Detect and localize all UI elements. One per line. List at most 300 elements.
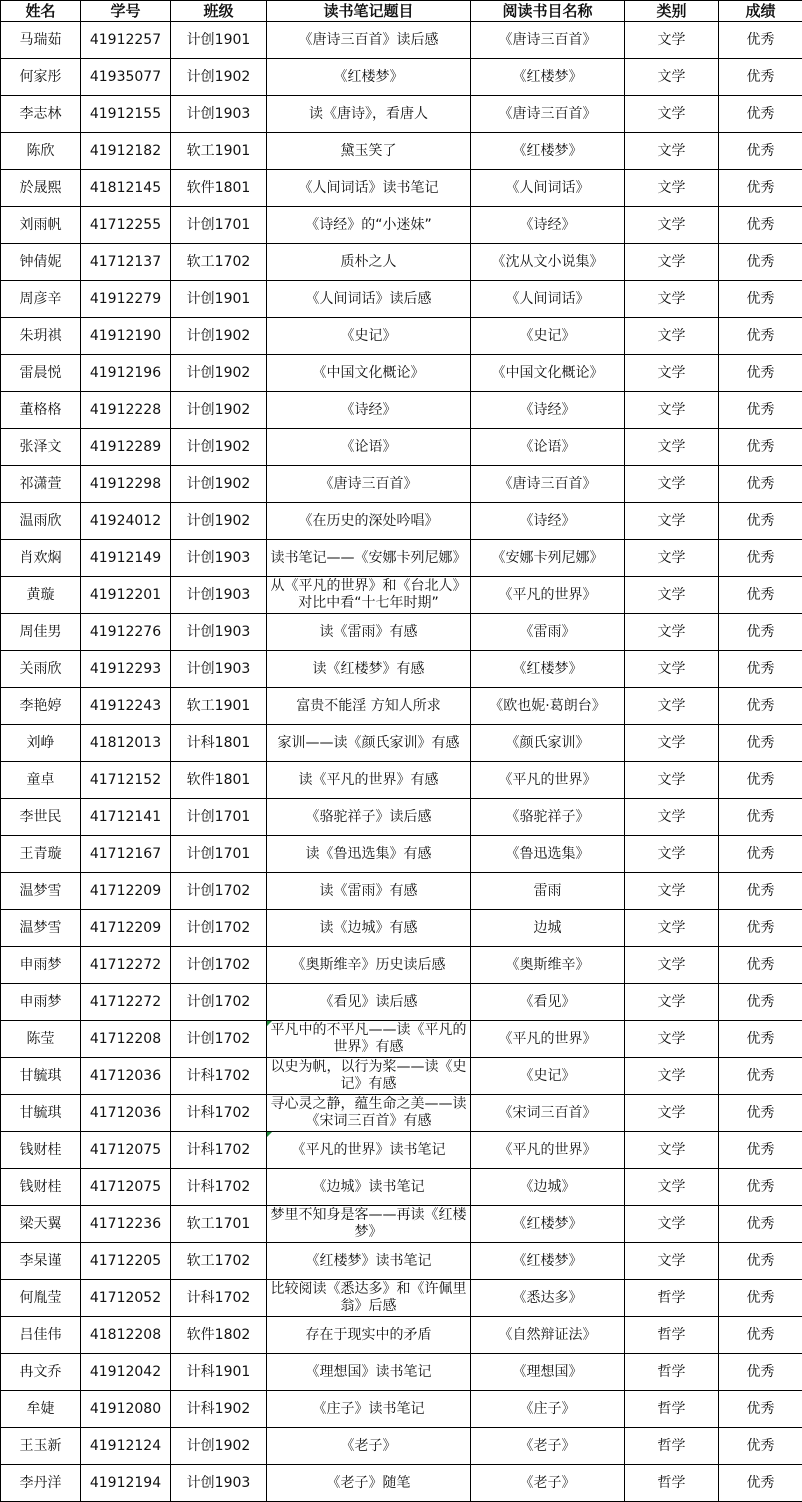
- cell-category: 文学: [625, 1095, 719, 1132]
- table-row: [1, 1095, 802, 1132]
- cell-student-id: 41812013: [81, 725, 171, 762]
- cell-name: 李丹洋: [1, 1465, 81, 1502]
- cell-book-title: 《平凡的世界》: [471, 762, 625, 799]
- table-row: [1, 910, 802, 947]
- cell-note-title: 读《雷雨》有感: [267, 873, 471, 910]
- cell-student-id: 41935077: [81, 59, 171, 96]
- cell-class: 软工1701: [171, 1206, 267, 1243]
- cell-grade: 优秀: [719, 651, 802, 688]
- cell-class: 软工1901: [171, 133, 267, 170]
- cell-category: 文学: [625, 207, 719, 244]
- cell-student-id: 41712075: [81, 1169, 171, 1206]
- cell-class: 计科1901: [171, 1354, 267, 1391]
- cell-category: 哲学: [625, 1317, 719, 1354]
- cell-name: 何家彤: [1, 59, 81, 96]
- cell-category: 文学: [625, 614, 719, 651]
- cell-book-title: 《人间词话》: [471, 281, 625, 318]
- table-row: [1, 355, 802, 392]
- cell-book-title: 《中国文化概论》: [471, 355, 625, 392]
- cell-student-id: 41912228: [81, 392, 171, 429]
- cell-class: 软工1702: [171, 244, 267, 281]
- table-row: [1, 318, 802, 355]
- cell-book-title: 《看见》: [471, 984, 625, 1021]
- cell-grade: 优秀: [719, 836, 802, 873]
- cell-note-title: 《人间词话》读后感: [267, 281, 471, 318]
- cell-note-title: 《史记》: [267, 318, 471, 355]
- cell-grade: 优秀: [719, 429, 802, 466]
- cell-note-title: 富贵不能淫 方知人所求: [267, 688, 471, 725]
- table-row: [1, 1169, 802, 1206]
- cell-name: 朱玥祺: [1, 318, 81, 355]
- cell-student-id: 41712036: [81, 1095, 171, 1132]
- cell-book-title: 《边城》: [471, 1169, 625, 1206]
- cell-name: 梁天翼: [1, 1206, 81, 1243]
- cell-category: 文学: [625, 688, 719, 725]
- cell-note-title: 《红楼梦》: [267, 59, 471, 96]
- cell-grade: 优秀: [719, 1243, 802, 1280]
- cell-name: 肖欢焖: [1, 540, 81, 577]
- cell-category: 哲学: [625, 1354, 719, 1391]
- cell-note-title: 读《边城》有感: [267, 910, 471, 947]
- cell-category: 文学: [625, 984, 719, 1021]
- cell-name: 李艳婷: [1, 688, 81, 725]
- cell-student-id: 41912293: [81, 651, 171, 688]
- cell-book-title: 《诗经》: [471, 207, 625, 244]
- table-row: [1, 836, 802, 873]
- table-row: [1, 614, 802, 651]
- table-row: [1, 947, 802, 984]
- cell-note-title: 读书笔记——《安娜卡列尼娜》: [267, 540, 471, 577]
- cell-note-title: 《平凡的世界》读书笔记: [267, 1132, 471, 1169]
- table-row: [1, 1021, 802, 1058]
- cell-student-id: 41712208: [81, 1021, 171, 1058]
- table-row: [1, 503, 802, 540]
- cell-student-id: 41712209: [81, 873, 171, 910]
- table-row: [1, 59, 802, 96]
- table-row: [1, 96, 802, 133]
- cell-grade: 优秀: [719, 1169, 802, 1206]
- cell-student-id: 41712255: [81, 207, 171, 244]
- cell-grade: 优秀: [719, 910, 802, 947]
- cell-grade: 优秀: [719, 1206, 802, 1243]
- cell-name: 温梦雪: [1, 873, 81, 910]
- cell-name: 雷晨悦: [1, 355, 81, 392]
- cell-grade: 优秀: [719, 1317, 802, 1354]
- cell-category: 文学: [625, 133, 719, 170]
- cell-note-title: 寻心灵之静，蕴生命之美——读《宋词三百首》有感: [267, 1095, 471, 1132]
- table-row: [1, 1465, 802, 1502]
- cell-class: 计创1903: [171, 1465, 267, 1502]
- cell-student-id: 41712137: [81, 244, 171, 281]
- cell-name: 温雨欣: [1, 503, 81, 540]
- cell-note-title: 《诗经》的“小迷妹”: [267, 207, 471, 244]
- table-row: [1, 244, 802, 281]
- cell-name: 黄璇: [1, 577, 81, 614]
- cell-note-title: 读《唐诗》，看唐人: [267, 96, 471, 133]
- cell-category: 文学: [625, 540, 719, 577]
- cell-grade: 优秀: [719, 725, 802, 762]
- cell-note-title: 质朴之人: [267, 244, 471, 281]
- cell-name: 甘毓琪: [1, 1058, 81, 1095]
- cell-book-title: 《鲁迅选集》: [471, 836, 625, 873]
- cell-class: 计创1702: [171, 910, 267, 947]
- cell-book-title: 《宋词三百首》: [471, 1095, 625, 1132]
- cell-book-title: 《唐诗三百首》: [471, 96, 625, 133]
- cell-note-title: 《看见》读后感: [267, 984, 471, 1021]
- cell-category: 文学: [625, 244, 719, 281]
- cell-name: 陈欣: [1, 133, 81, 170]
- cell-category: 文学: [625, 651, 719, 688]
- cell-class: 计创1702: [171, 873, 267, 910]
- table-body: [1, 22, 802, 1502]
- cell-category: 文学: [625, 281, 719, 318]
- cell-grade: 优秀: [719, 318, 802, 355]
- cell-note-title: 《在历史的深处吟唱》: [267, 503, 471, 540]
- cell-note-title: 《诗经》: [267, 392, 471, 429]
- cell-book-title: 《人间词话》: [471, 170, 625, 207]
- cell-student-id: 41912279: [81, 281, 171, 318]
- header-grade: 成绩: [719, 1, 802, 22]
- cell-category: 文学: [625, 762, 719, 799]
- cell-category: 哲学: [625, 1391, 719, 1428]
- cell-book-title: 《奥斯维辛》: [471, 947, 625, 984]
- table-row: [1, 281, 802, 318]
- cell-student-id: 41912257: [81, 22, 171, 59]
- header-student-id: 学号: [81, 1, 171, 22]
- cell-note-title: 黛玉笑了: [267, 133, 471, 170]
- cell-book-title: 《红楼梦》: [471, 133, 625, 170]
- cell-grade: 优秀: [719, 799, 802, 836]
- cell-note-title: 《骆驼祥子》读后感: [267, 799, 471, 836]
- cell-book-title: 雷雨: [471, 873, 625, 910]
- cell-class: 计创1701: [171, 799, 267, 836]
- cell-book-title: 《史记》: [471, 1058, 625, 1095]
- cell-note-title: 读《平凡的世界》有感: [267, 762, 471, 799]
- cell-note-title: 读《红楼梦》有感: [267, 651, 471, 688]
- cell-book-title: 《安娜卡列尼娜》: [471, 540, 625, 577]
- cell-student-id: 41912289: [81, 429, 171, 466]
- cell-note-title: 存在于现实中的矛盾: [267, 1317, 471, 1354]
- cell-note-title: 《庄子》读书笔记: [267, 1391, 471, 1428]
- cell-grade: 优秀: [719, 133, 802, 170]
- cell-category: 文学: [625, 1169, 719, 1206]
- table-row: [1, 1317, 802, 1354]
- cell-class: 计科1702: [171, 1169, 267, 1206]
- cell-name: 何胤莹: [1, 1280, 81, 1317]
- cell-name: 甘毓琪: [1, 1095, 81, 1132]
- cell-grade: 优秀: [719, 1058, 802, 1095]
- cell-class: 软工1702: [171, 1243, 267, 1280]
- cell-class: 计创1702: [171, 947, 267, 984]
- cell-category: 文学: [625, 873, 719, 910]
- cell-book-title: 《悉达多》: [471, 1280, 625, 1317]
- cell-category: 文学: [625, 318, 719, 355]
- cell-class: 软件1802: [171, 1317, 267, 1354]
- cell-student-id: 41712036: [81, 1058, 171, 1095]
- cell-class: 计创1903: [171, 577, 267, 614]
- cell-student-id: 41912155: [81, 96, 171, 133]
- cell-student-id: 41912042: [81, 1354, 171, 1391]
- cell-name: 於晟熙: [1, 170, 81, 207]
- cell-note-title: 家训——读《颜氏家训》有感: [267, 725, 471, 762]
- cell-class: 计创1902: [171, 429, 267, 466]
- cell-category: 文学: [625, 392, 719, 429]
- cell-book-title: 《红楼梦》: [471, 651, 625, 688]
- cell-name: 温梦雪: [1, 910, 81, 947]
- cell-class: 计科1902: [171, 1391, 267, 1428]
- cell-category: 文学: [625, 725, 719, 762]
- cell-student-id: 41912080: [81, 1391, 171, 1428]
- cell-name: 周彦辛: [1, 281, 81, 318]
- cell-student-id: 41912182: [81, 133, 171, 170]
- cell-grade: 优秀: [719, 1132, 802, 1169]
- table-row: [1, 207, 802, 244]
- cell-grade: 优秀: [719, 22, 802, 59]
- cell-class: 计创1702: [171, 1021, 267, 1058]
- cell-note-title: 读《鲁迅选集》有感: [267, 836, 471, 873]
- cell-name: 马瑞茹: [1, 22, 81, 59]
- cell-student-id: 41812208: [81, 1317, 171, 1354]
- cell-grade: 优秀: [719, 1465, 802, 1502]
- cell-book-title: 《史记》: [471, 318, 625, 355]
- table-row: [1, 725, 802, 762]
- cell-category: 文学: [625, 1021, 719, 1058]
- cell-student-id: 41712167: [81, 836, 171, 873]
- cell-name: 童卓: [1, 762, 81, 799]
- cell-class: 计创1902: [171, 1428, 267, 1465]
- cell-name: 钱财桂: [1, 1132, 81, 1169]
- cell-book-title: 《唐诗三百首》: [471, 22, 625, 59]
- cell-class: 计科1702: [171, 1058, 267, 1095]
- cell-name: 陈莹: [1, 1021, 81, 1058]
- cell-grade: 优秀: [719, 1354, 802, 1391]
- cell-category: 文学: [625, 947, 719, 984]
- cell-name: 申雨梦: [1, 947, 81, 984]
- cell-book-title: 《平凡的世界》: [471, 1132, 625, 1169]
- cell-grade: 优秀: [719, 503, 802, 540]
- table-row: [1, 1206, 802, 1243]
- cell-class: 计科1702: [171, 1280, 267, 1317]
- cell-grade: 优秀: [719, 540, 802, 577]
- cell-grade: 优秀: [719, 1095, 802, 1132]
- cell-student-id: 41912190: [81, 318, 171, 355]
- cell-student-id: 41712205: [81, 1243, 171, 1280]
- cell-class: 计创1902: [171, 355, 267, 392]
- cell-category: 文学: [625, 836, 719, 873]
- cell-note-title: 比较阅读《悉达多》和《许佩里翁》后感: [267, 1280, 471, 1317]
- cell-grade: 优秀: [719, 96, 802, 133]
- cell-book-title: 《骆驼祥子》: [471, 799, 625, 836]
- cell-name: 吕佳伟: [1, 1317, 81, 1354]
- cell-note-title: 《奥斯维辛》历史读后感: [267, 947, 471, 984]
- cell-category: 文学: [625, 1206, 719, 1243]
- cell-grade: 优秀: [719, 355, 802, 392]
- cell-grade: 优秀: [719, 577, 802, 614]
- cell-name: 钟倩妮: [1, 244, 81, 281]
- cell-note-title: 《唐诗三百首》: [267, 466, 471, 503]
- cell-name: 关雨欣: [1, 651, 81, 688]
- table-row: [1, 1243, 802, 1280]
- cell-student-id: 41712272: [81, 984, 171, 1021]
- cell-grade: 优秀: [719, 614, 802, 651]
- cell-book-title: 边城: [471, 910, 625, 947]
- cell-class: 计创1903: [171, 96, 267, 133]
- table-row: [1, 1354, 802, 1391]
- cell-category: 文学: [625, 1132, 719, 1169]
- cell-class: 计创1902: [171, 59, 267, 96]
- cell-class: 计创1902: [171, 392, 267, 429]
- cell-book-title: 《沈从文小说集》: [471, 244, 625, 281]
- cell-name: 刘峥: [1, 725, 81, 762]
- cell-class: 计创1701: [171, 207, 267, 244]
- cell-grade: 优秀: [719, 170, 802, 207]
- cell-class: 计创1903: [171, 540, 267, 577]
- table-row: [1, 170, 802, 207]
- cell-student-id: 41912194: [81, 1465, 171, 1502]
- cell-grade: 优秀: [719, 984, 802, 1021]
- table-row: [1, 1132, 802, 1169]
- table-row: [1, 133, 802, 170]
- cell-class: 计创1902: [171, 466, 267, 503]
- cell-student-id: 41924012: [81, 503, 171, 540]
- cell-book-title: 《老子》: [471, 1428, 625, 1465]
- cell-name: 申雨梦: [1, 984, 81, 1021]
- cell-class: 计创1903: [171, 614, 267, 651]
- cell-name: 祁潇萱: [1, 466, 81, 503]
- cell-student-id: 41912149: [81, 540, 171, 577]
- cell-class: 计创1903: [171, 651, 267, 688]
- cell-category: 哲学: [625, 1280, 719, 1317]
- cell-grade: 优秀: [719, 1280, 802, 1317]
- cell-student-id: 41912124: [81, 1428, 171, 1465]
- cell-note-title: 《红楼梦》读书笔记: [267, 1243, 471, 1280]
- cell-book-title: 《颜氏家训》: [471, 725, 625, 762]
- cell-name: 李志林: [1, 96, 81, 133]
- cell-name: 周佳男: [1, 614, 81, 651]
- cell-book-title: 《庄子》: [471, 1391, 625, 1428]
- cell-grade: 优秀: [719, 1428, 802, 1465]
- cell-book-title: 《雷雨》: [471, 614, 625, 651]
- cell-book-title: 《诗经》: [471, 392, 625, 429]
- cell-class: 计创1901: [171, 22, 267, 59]
- cell-student-id: 41712209: [81, 910, 171, 947]
- cell-grade: 优秀: [719, 281, 802, 318]
- cell-category: 文学: [625, 59, 719, 96]
- cell-name: 张泽文: [1, 429, 81, 466]
- cell-student-id: 41712075: [81, 1132, 171, 1169]
- cell-name: 李杲谨: [1, 1243, 81, 1280]
- table-row: [1, 22, 802, 59]
- cell-note-title: 《中国文化概论》: [267, 355, 471, 392]
- cell-category: 哲学: [625, 1428, 719, 1465]
- table-row: [1, 1058, 802, 1095]
- cell-grade: 优秀: [719, 1021, 802, 1058]
- cell-student-id: 41912276: [81, 614, 171, 651]
- cell-category: 文学: [625, 429, 719, 466]
- cell-name: 王玉新: [1, 1428, 81, 1465]
- table-row: [1, 466, 802, 503]
- cell-grade: 优秀: [719, 873, 802, 910]
- cell-grade: 优秀: [719, 762, 802, 799]
- table-row: [1, 873, 802, 910]
- table-row: [1, 429, 802, 466]
- cell-student-id: 41712236: [81, 1206, 171, 1243]
- cell-note-title: 平凡中的不平凡——读《平凡的世界》有感: [267, 1021, 471, 1058]
- cell-category: 文学: [625, 799, 719, 836]
- header-class: 班级: [171, 1, 267, 22]
- cell-class: 计创1701: [171, 836, 267, 873]
- cell-name: 钱财桂: [1, 1169, 81, 1206]
- cell-grade: 优秀: [719, 59, 802, 96]
- cell-grade: 优秀: [719, 1391, 802, 1428]
- cell-note-title: 以史为帆，以行为桨——读《史记》有感: [267, 1058, 471, 1095]
- header-category: 类别: [625, 1, 719, 22]
- cell-category: 文学: [625, 96, 719, 133]
- cell-book-title: 《红楼梦》: [471, 1243, 625, 1280]
- cell-class: 软件1801: [171, 170, 267, 207]
- cell-category: 文学: [625, 170, 719, 207]
- cell-book-title: 《红楼梦》: [471, 1206, 625, 1243]
- cell-class: 计创1902: [171, 503, 267, 540]
- table-row: [1, 651, 802, 688]
- cell-book-title: 《红楼梦》: [471, 59, 625, 96]
- cell-grade: 优秀: [719, 207, 802, 244]
- cell-student-id: 41812145: [81, 170, 171, 207]
- cell-name: 董格格: [1, 392, 81, 429]
- cell-class: 计创1902: [171, 318, 267, 355]
- cell-book-title: 《论语》: [471, 429, 625, 466]
- table-row: [1, 799, 802, 836]
- cell-book-title: 《老子》: [471, 1465, 625, 1502]
- cell-book-title: 《唐诗三百首》: [471, 466, 625, 503]
- cell-name: 王青璇: [1, 836, 81, 873]
- cell-book-title: 《诗经》: [471, 503, 625, 540]
- table-row: [1, 540, 802, 577]
- cell-category: 文学: [625, 355, 719, 392]
- table-row: [1, 688, 802, 725]
- cell-note-title: 从《平凡的世界》和《台北人》对比中看“十七年时期”: [267, 577, 471, 614]
- cell-name: 牟婕: [1, 1391, 81, 1428]
- cell-grade: 优秀: [719, 244, 802, 281]
- table-row: [1, 577, 802, 614]
- cell-name: 刘雨帆: [1, 207, 81, 244]
- table-row: [1, 1280, 802, 1317]
- cell-student-id: 41912196: [81, 355, 171, 392]
- cell-class: 计科1702: [171, 1132, 267, 1169]
- cell-category: 文学: [625, 466, 719, 503]
- table-row: [1, 1428, 802, 1465]
- header-row: [1, 1, 802, 22]
- cell-book-title: 《自然辩证法》: [471, 1317, 625, 1354]
- cell-student-id: 41712152: [81, 762, 171, 799]
- cell-student-id: 41912201: [81, 577, 171, 614]
- cell-note-title: 《边城》读书笔记: [267, 1169, 471, 1206]
- cell-note-title: 《老子》随笔: [267, 1465, 471, 1502]
- cell-book-title: 《平凡的世界》: [471, 577, 625, 614]
- cell-name: 李世民: [1, 799, 81, 836]
- cell-note-title: 《老子》: [267, 1428, 471, 1465]
- cell-note-title: 读《雷雨》有感: [267, 614, 471, 651]
- cell-class: 计创1702: [171, 984, 267, 1021]
- cell-note-title: 《理想国》读书笔记: [267, 1354, 471, 1391]
- cell-grade: 优秀: [719, 392, 802, 429]
- table-row: [1, 392, 802, 429]
- cell-note-title: 《唐诗三百首》读后感: [267, 22, 471, 59]
- cell-grade: 优秀: [719, 466, 802, 503]
- cell-book-title: 《理想国》: [471, 1354, 625, 1391]
- cell-category: 文学: [625, 1058, 719, 1095]
- cell-class: 计科1801: [171, 725, 267, 762]
